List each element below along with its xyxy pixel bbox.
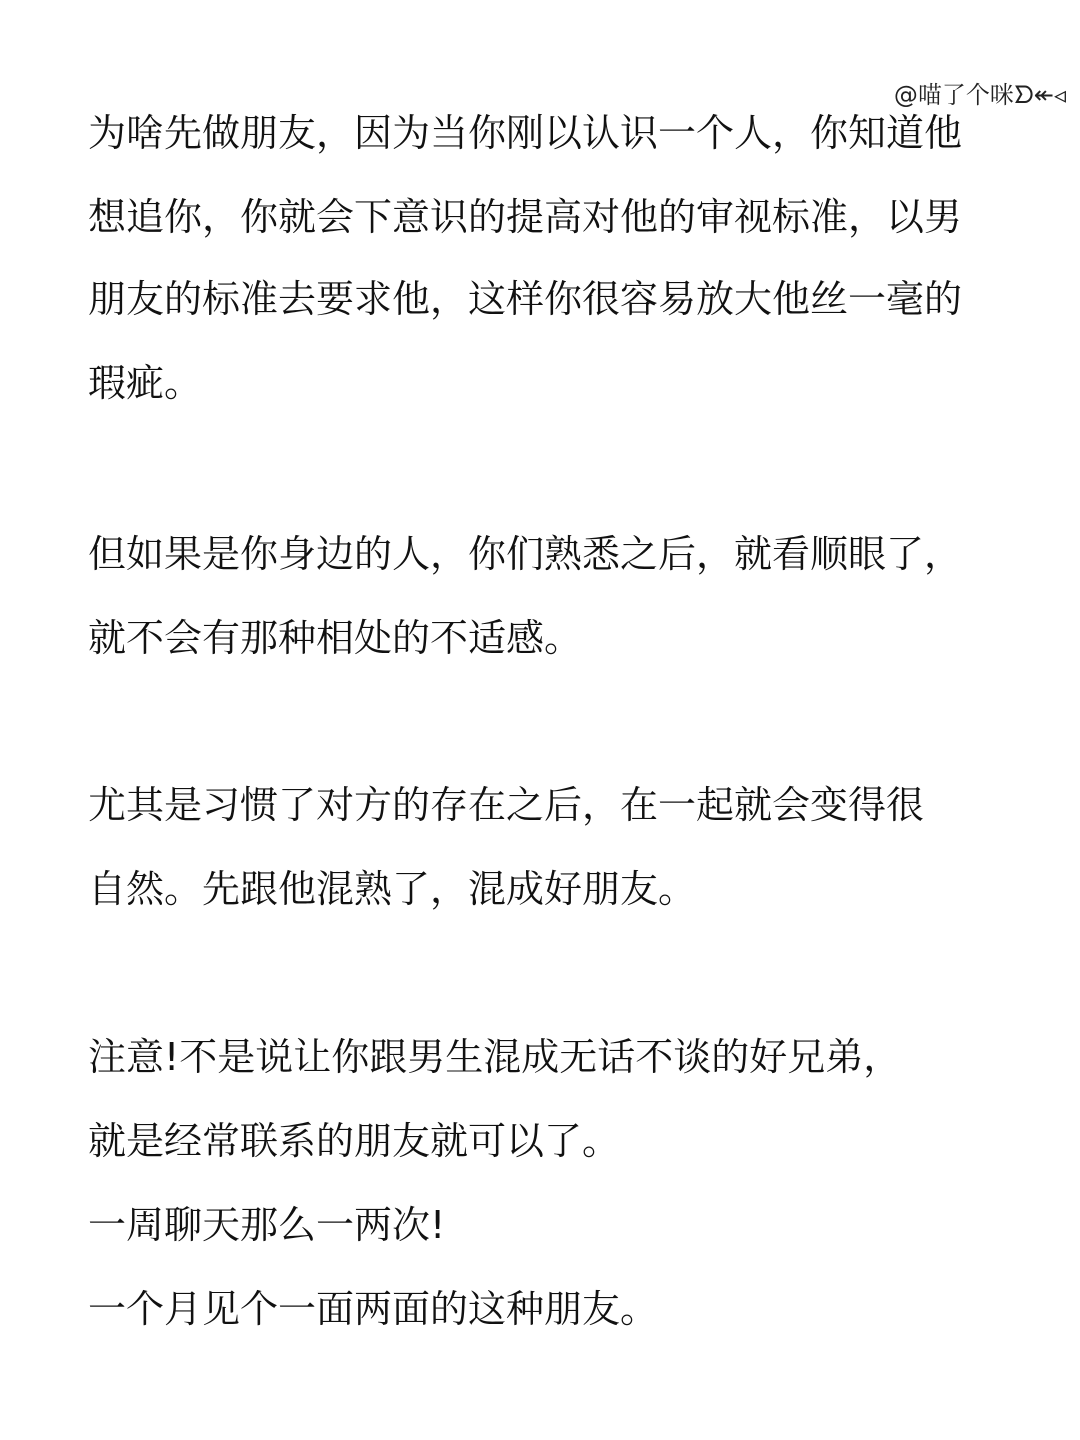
paragraph-3-line-1: 尤其是习惯了对方的存在之后，在一起就会变得很 <box>88 783 925 827</box>
paragraph-1-line-3: 朋友的标准去要求他，这样你很容易放大他丝一毫的 <box>88 277 963 321</box>
paragraph-2-line-1: 但如果是你身边的人，你们熟悉之后，就看顺眼了， <box>88 532 963 576</box>
paragraph-4-line-3: 一周聊天那么一两次! <box>88 1203 446 1247</box>
paragraph-4-line-1: 注意!不是说让你跟男生混成无话不谈的好兄弟， <box>88 1035 902 1079</box>
paragraph-1-line-1: 为啥先做朋友，因为当你刚以认识一个人，你知道他 <box>88 111 963 155</box>
author-watermark: @喵了个咪ᗤ↞◃ <box>893 81 1066 109</box>
paragraph-1-line-2: 想追你，你就会下意识的提高对他的审视标准，以男 <box>88 195 963 239</box>
paragraph-4-line-4: 一个月见个一面两面的这种朋友。 <box>88 1287 659 1331</box>
paragraph-3-line-2: 自然。先跟他混熟了，混成好朋友。 <box>88 867 697 911</box>
paragraph-2-line-2: 就不会有那种相处的不适感。 <box>88 616 583 660</box>
paragraph-4-line-2: 就是经常联系的朋友就可以了。 <box>88 1119 621 1163</box>
paragraph-1-line-4: 瑕疵。 <box>88 361 203 405</box>
